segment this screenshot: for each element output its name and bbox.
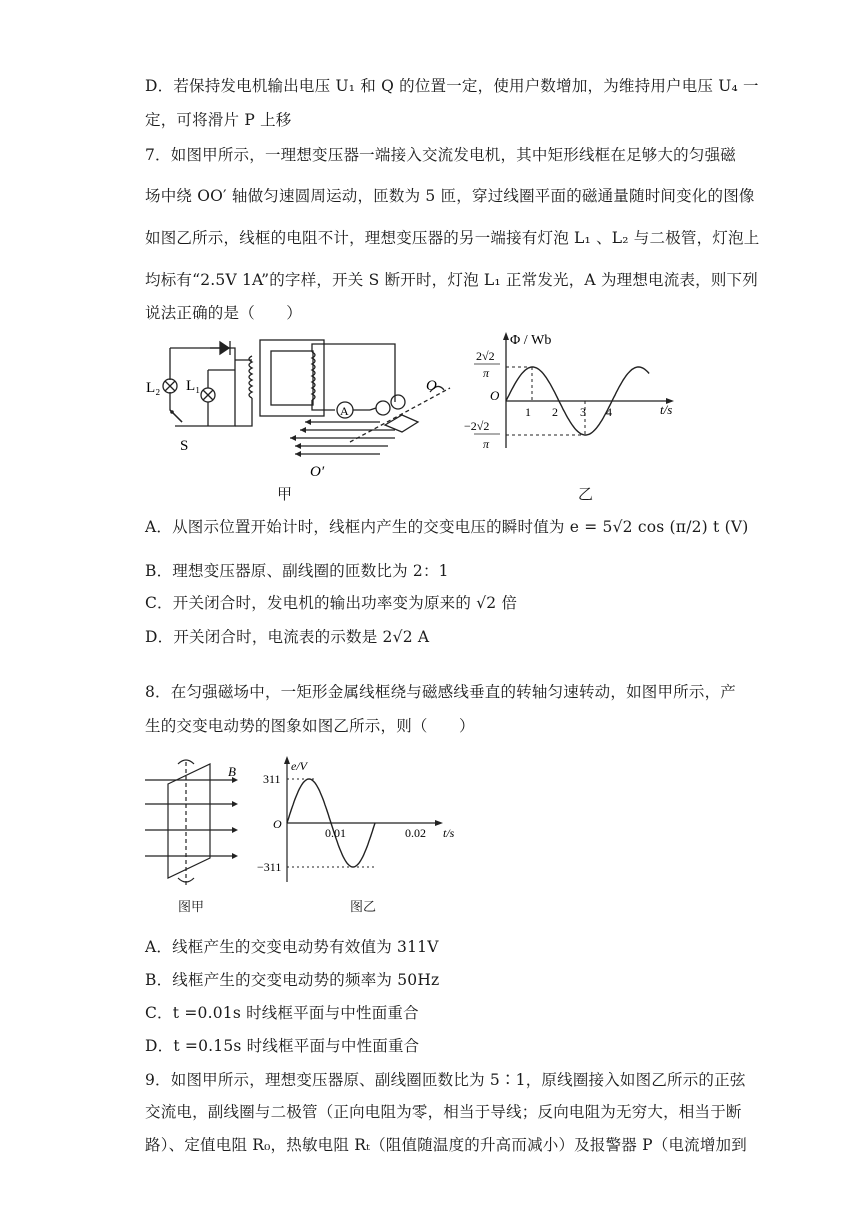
flux-xlabel: t/s bbox=[660, 402, 673, 417]
q7-stem-line5: 说法正确的是（ ） bbox=[145, 304, 303, 322]
q8-option-c: C．t =0.01s 时线框平面与中性面重合 bbox=[145, 1004, 419, 1022]
fig7a-caption: 甲 bbox=[277, 485, 293, 503]
q8-option-d: D．t =0.15s 时线框平面与中性面重合 bbox=[145, 1037, 420, 1055]
flux-ytick-top: 2√2 bbox=[476, 349, 495, 363]
emf-xtick-1: 0.01 bbox=[325, 826, 346, 840]
fig7-flux-chart bbox=[462, 330, 692, 460]
flux-ytick-top-den: π bbox=[483, 366, 490, 380]
flux-xtick-1: 1 bbox=[525, 405, 531, 419]
label-L1: L₁ bbox=[186, 378, 201, 394]
label-S: S bbox=[180, 438, 189, 454]
q7-option-c: C．开关闭合时，发电机的输出功率变为原来的 √2 倍 bbox=[145, 594, 518, 612]
q7-option-b: B．理想变压器原、副线圈的匝数比为 2：1 bbox=[145, 562, 449, 580]
flux-ytick-bottom: −2√2 bbox=[464, 419, 490, 433]
emf-ytick-bottom: −311 bbox=[257, 860, 282, 874]
q9-stem-line1: 9．如图甲所示，理想变压器原、副线圈匝数比为 5∶1，原线圈接入如图乙所示的正弦 bbox=[145, 1071, 746, 1089]
q7-stem-line1: 7．如图甲所示，一理想变压器一端接入交流发电机，其中矩形线框在足够大的匀强磁 bbox=[145, 146, 736, 164]
q8-option-a: A．线框产生的交变电动势有效值为 311V bbox=[145, 938, 439, 956]
q7-option-d: D．开关闭合时，电流表的示数是 2√2 A bbox=[145, 628, 430, 646]
flux-xtick-4: 4 bbox=[606, 405, 612, 419]
label-O-prime: O′ bbox=[310, 464, 325, 480]
q8-stem-line2: 生的交变电动势的图象如图乙所示，则（ ） bbox=[145, 717, 475, 735]
q8-stem-line1: 8．在匀强磁场中，一矩形金属线框绕与磁感线垂直的转轴匀速转动，如图甲所示，产 bbox=[145, 683, 736, 701]
fig8b-caption: 图乙 bbox=[350, 900, 377, 915]
flux-origin: O bbox=[490, 388, 500, 403]
q7-stem-line2: 场中绕 OO′ 轴做匀速圆周运动，匝数为 5 匝，穿过线圈平面的磁通量随时间变化的图像 bbox=[145, 187, 755, 205]
flux-ytick-bottom-den: π bbox=[483, 437, 490, 451]
q9-stem-line2: 交流电，副线圈与二极管（正向电阻为零，相当于导线；反向电阻为无穷大，相当于断 bbox=[145, 1103, 742, 1121]
q6-option-d-line1: D．若保持发电机输出电压 U₁ 和 Q 的位置一定，使用户数增加，为维持用户电压 U₄ 一 bbox=[145, 77, 759, 95]
q7-stem-line3: 如图乙所示，线框的电阻不计，理想变压器的另一端接有灯泡 L₁ 、L₂ 与二极管，灯泡上 bbox=[145, 229, 760, 247]
label-ammeter: A bbox=[340, 404, 349, 418]
flux-ylabel: Φ / Wb bbox=[510, 333, 552, 348]
q7-stem-line4: 均标有“2.5V 1A”的字样，开关 S 断开时，灯泡 L₁ 正常发光，A 为理想电流表，则下列 bbox=[145, 271, 758, 289]
q6-option-d-line2: 定，可将滑片 P 上移 bbox=[145, 111, 292, 129]
q7-option-a: A．从图示位置开始计时，线框内产生的交变电压的瞬时值为 e = 5√2 cos (π/2) t (V) bbox=[145, 518, 749, 536]
label-O: O bbox=[426, 378, 437, 394]
fig8-emf-chart bbox=[255, 752, 465, 887]
emf-xtick-2: 0.02 bbox=[405, 826, 426, 840]
fig7b-caption: 乙 bbox=[578, 485, 594, 503]
emf-ylabel: e/V bbox=[291, 759, 307, 773]
fig8-frame-diagram bbox=[140, 752, 260, 892]
fig7-circuit bbox=[140, 330, 470, 500]
label-B: B bbox=[228, 764, 236, 779]
fig8a-caption: 图甲 bbox=[178, 900, 205, 915]
emf-xlabel: t/s bbox=[443, 826, 455, 840]
label-L2: L₂ bbox=[146, 380, 161, 396]
flux-xtick-3: 3 bbox=[580, 405, 586, 419]
flux-xtick-2: 2 bbox=[552, 405, 558, 419]
emf-ytick-top: 311 bbox=[263, 772, 281, 786]
q8-option-b: B．线框产生的交变电动势的频率为 50Hz bbox=[145, 971, 440, 989]
emf-origin: O bbox=[273, 817, 282, 831]
q9-stem-line3: 路）、定值电阻 R₀，热敏电阻 Rₜ（阻值随温度的升高而减小）及报警器 P（电流增加到 bbox=[145, 1136, 747, 1154]
